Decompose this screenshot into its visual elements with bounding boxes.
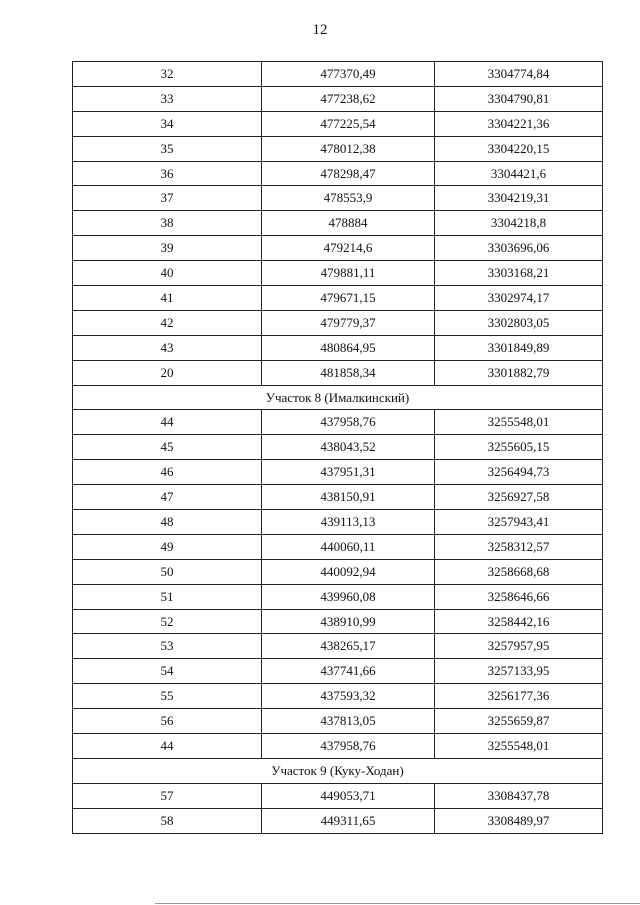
x-coordinate-cell: 438043,52 <box>262 435 435 460</box>
point-number-cell: 49 <box>73 534 262 559</box>
table-row <box>73 435 603 460</box>
table-row <box>73 808 603 833</box>
x-coordinate-cell: 437958,76 <box>262 734 435 759</box>
point-number-cell: 41 <box>73 286 262 311</box>
point-number-cell: 53 <box>73 634 262 659</box>
y-coordinate-cell: 3255605,15 <box>435 435 603 460</box>
point-number-cell: 42 <box>73 310 262 335</box>
point-number-cell: 36 <box>73 161 262 186</box>
table-row <box>73 485 603 510</box>
point-number-cell: 20 <box>73 360 262 385</box>
x-coordinate-cell: 439960,08 <box>262 584 435 609</box>
x-coordinate-cell: 478553,9 <box>262 186 435 211</box>
y-coordinate-cell: 3301849,89 <box>435 335 603 360</box>
x-coordinate-cell: 479779,37 <box>262 310 435 335</box>
x-coordinate-cell: 479881,11 <box>262 261 435 286</box>
y-coordinate-cell: 3257133,95 <box>435 659 603 684</box>
x-coordinate-cell: 479214,6 <box>262 236 435 261</box>
y-coordinate-cell: 3303168,21 <box>435 261 603 286</box>
table-row <box>73 510 603 535</box>
table-row <box>73 335 603 360</box>
x-coordinate-cell: 437813,05 <box>262 709 435 734</box>
y-coordinate-cell: 3301882,79 <box>435 360 603 385</box>
x-coordinate-cell: 479671,15 <box>262 286 435 311</box>
y-coordinate-cell: 3304790,81 <box>435 86 603 111</box>
y-coordinate-cell: 3255659,87 <box>435 709 603 734</box>
x-coordinate-cell: 439113,13 <box>262 510 435 535</box>
section-title: Участок 9 (Куку-Ходан) <box>73 758 603 783</box>
point-number-cell: 33 <box>73 86 262 111</box>
x-coordinate-cell: 477238,62 <box>262 86 435 111</box>
x-coordinate-cell: 481858,34 <box>262 360 435 385</box>
y-coordinate-cell: 3255548,01 <box>435 410 603 435</box>
x-coordinate-cell: 438910,99 <box>262 609 435 634</box>
x-coordinate-cell: 437951,31 <box>262 460 435 485</box>
coordinates-table <box>72 61 603 834</box>
point-number-cell: 34 <box>73 111 262 136</box>
y-coordinate-cell: 3302803,05 <box>435 310 603 335</box>
point-number-cell: 51 <box>73 584 262 609</box>
point-number-cell: 44 <box>73 410 262 435</box>
x-coordinate-cell: 440092,94 <box>262 559 435 584</box>
point-number-cell: 38 <box>73 211 262 236</box>
point-number-cell: 43 <box>73 335 262 360</box>
y-coordinate-cell: 3304220,15 <box>435 136 603 161</box>
x-coordinate-cell: 449053,71 <box>262 783 435 808</box>
x-coordinate-cell: 478012,38 <box>262 136 435 161</box>
table-row <box>73 286 603 311</box>
y-coordinate-cell: 3256177,36 <box>435 684 603 709</box>
page-number: 12 <box>312 22 328 38</box>
point-number-cell: 47 <box>73 485 262 510</box>
table-row <box>73 136 603 161</box>
y-coordinate-cell: 3304421,6 <box>435 161 603 186</box>
y-coordinate-cell: 3257957,95 <box>435 634 603 659</box>
x-coordinate-cell: 438265,17 <box>262 634 435 659</box>
y-coordinate-cell: 3258442,16 <box>435 609 603 634</box>
y-coordinate-cell: 3258312,57 <box>435 534 603 559</box>
table-row <box>73 86 603 111</box>
table-row <box>73 634 603 659</box>
y-coordinate-cell: 3255548,01 <box>435 734 603 759</box>
y-coordinate-cell: 3304218,8 <box>435 211 603 236</box>
x-coordinate-cell: 478884 <box>262 211 435 236</box>
x-coordinate-cell: 480864,95 <box>262 335 435 360</box>
table-row <box>73 410 603 435</box>
y-coordinate-cell: 3256927,58 <box>435 485 603 510</box>
point-number-cell: 46 <box>73 460 262 485</box>
table-row <box>73 161 603 186</box>
point-number-cell: 54 <box>73 659 262 684</box>
table-row <box>73 659 603 684</box>
y-coordinate-cell: 3304221,36 <box>435 111 603 136</box>
y-coordinate-cell: 3257943,41 <box>435 510 603 535</box>
table-row <box>73 261 603 286</box>
y-coordinate-cell: 3258668,68 <box>435 559 603 584</box>
section-header-row <box>73 385 603 410</box>
x-coordinate-cell: 437593,32 <box>262 684 435 709</box>
table-row <box>73 186 603 211</box>
table-row <box>73 111 603 136</box>
y-coordinate-cell: 3304774,84 <box>435 62 603 87</box>
x-coordinate-cell: 437958,76 <box>262 410 435 435</box>
table-row <box>73 310 603 335</box>
point-number-cell: 35 <box>73 136 262 161</box>
table-row <box>73 684 603 709</box>
x-coordinate-cell: 477225,54 <box>262 111 435 136</box>
section-header-row <box>73 758 603 783</box>
point-number-cell: 45 <box>73 435 262 460</box>
scan-edge-line <box>155 903 640 904</box>
x-coordinate-cell: 478298,47 <box>262 161 435 186</box>
point-number-cell: 58 <box>73 808 262 833</box>
point-number-cell: 52 <box>73 609 262 634</box>
table-row <box>73 709 603 734</box>
x-coordinate-cell: 477370,49 <box>262 62 435 87</box>
point-number-cell: 44 <box>73 734 262 759</box>
point-number-cell: 39 <box>73 236 262 261</box>
table-row <box>73 236 603 261</box>
y-coordinate-cell: 3256494,73 <box>435 460 603 485</box>
y-coordinate-cell: 3302974,17 <box>435 286 603 311</box>
table-row <box>73 62 603 87</box>
y-coordinate-cell: 3308437,78 <box>435 783 603 808</box>
point-number-cell: 56 <box>73 709 262 734</box>
point-number-cell: 32 <box>73 62 262 87</box>
table-row <box>73 211 603 236</box>
section-title: Участок 8 (Ималкинский) <box>73 385 603 410</box>
table-row <box>73 460 603 485</box>
table-row <box>73 559 603 584</box>
table-row <box>73 783 603 808</box>
y-coordinate-cell: 3304219,31 <box>435 186 603 211</box>
table-row <box>73 534 603 559</box>
y-coordinate-cell: 3308489,97 <box>435 808 603 833</box>
table-row <box>73 584 603 609</box>
point-number-cell: 37 <box>73 186 262 211</box>
table-row <box>73 360 603 385</box>
point-number-cell: 50 <box>73 559 262 584</box>
y-coordinate-cell: 3303696,06 <box>435 236 603 261</box>
point-number-cell: 48 <box>73 510 262 535</box>
point-number-cell: 57 <box>73 783 262 808</box>
y-coordinate-cell: 3258646,66 <box>435 584 603 609</box>
table-row <box>73 609 603 634</box>
x-coordinate-cell: 449311,65 <box>262 808 435 833</box>
coordinates-table-body <box>73 62 603 834</box>
table-row <box>73 734 603 759</box>
x-coordinate-cell: 437741,66 <box>262 659 435 684</box>
point-number-cell: 55 <box>73 684 262 709</box>
x-coordinate-cell: 440060,11 <box>262 534 435 559</box>
point-number-cell: 40 <box>73 261 262 286</box>
x-coordinate-cell: 438150,91 <box>262 485 435 510</box>
